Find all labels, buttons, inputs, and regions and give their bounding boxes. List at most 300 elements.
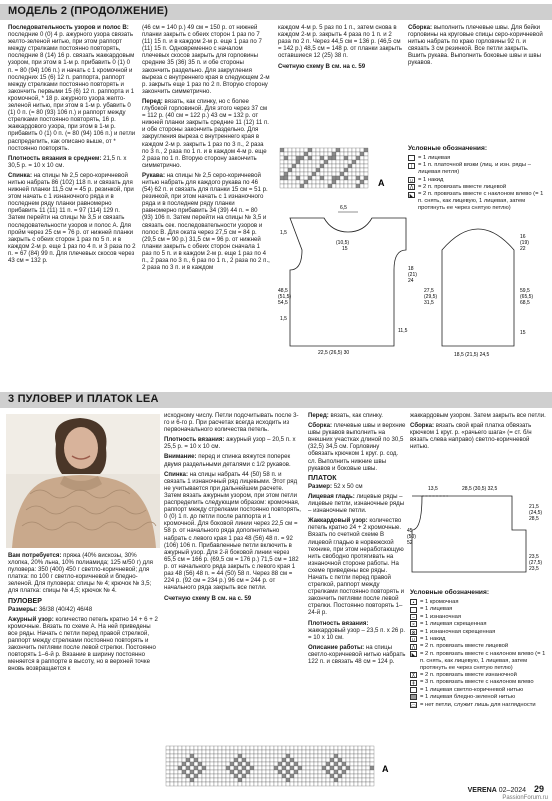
chart-cell	[186, 754, 190, 758]
chart-cell	[226, 762, 230, 766]
text-block: Плотность вязания в среднем: 21,5 п. x 30,5 р. = 10 x 10 см.	[8, 154, 127, 169]
chart-cell	[326, 746, 330, 750]
chart-cell	[222, 766, 226, 770]
chart-cell	[344, 164, 348, 168]
legend-item	[408, 162, 546, 176]
chart-cell	[336, 172, 340, 176]
chart-cell	[312, 164, 316, 168]
chart-cell	[330, 762, 334, 766]
chart-cell	[242, 758, 246, 762]
chart-cell	[218, 782, 222, 786]
chart-cell	[282, 770, 286, 774]
chart-cell	[330, 750, 334, 754]
chart-cell	[288, 148, 292, 152]
chart-cell	[356, 172, 360, 176]
chart-cell	[324, 148, 328, 152]
chart-cell	[234, 774, 238, 778]
chart-cell	[354, 754, 358, 758]
text-block: исходному числу. Петли подсчитывать после 3-го и 6-го р. При расчетах всегда исходить из первоначального количества петель.	[164, 412, 299, 434]
chart-cell	[338, 770, 342, 774]
chart-cell	[234, 750, 238, 754]
chart-cell	[300, 180, 304, 184]
legend-text: = 1 лицевая	[420, 606, 453, 613]
chart-cell	[246, 770, 250, 774]
chart-cell	[334, 754, 338, 758]
chart-cell	[202, 762, 206, 766]
chart-cell	[206, 762, 210, 766]
chart-cell	[290, 770, 294, 774]
chart-cell	[348, 156, 352, 160]
chart-cell	[214, 754, 218, 758]
chart-cell	[314, 774, 318, 778]
chart-cell	[328, 148, 332, 152]
model3-column-4	[410, 412, 546, 453]
chart-cell	[348, 148, 352, 152]
chart-cell	[242, 766, 246, 770]
text-block: Плотность вязания: ажурный узор – 20,5 п. x 25,5 р. = 10 x 10 см.	[164, 436, 296, 451]
chart-cell	[182, 774, 186, 778]
chart-cell	[344, 148, 348, 152]
chart-cell	[342, 746, 346, 750]
chart-reference: Счетную схему В см. на с. 59	[278, 63, 366, 71]
chart-cell	[194, 746, 198, 750]
chart-cell	[354, 750, 358, 754]
chart-cell	[370, 762, 374, 766]
chart-cell	[352, 168, 356, 172]
chart-cell	[330, 754, 334, 758]
chart-cell	[300, 176, 304, 180]
dim-label: 21,5	[529, 504, 539, 510]
chart-cell	[166, 754, 170, 758]
chart-cell	[296, 160, 300, 164]
chart-cell	[218, 766, 222, 770]
chart-cell	[290, 774, 294, 778]
chart-cell	[186, 782, 190, 786]
legend-title: Условные обозначения:	[410, 589, 490, 596]
chart-cell	[246, 774, 250, 778]
subsection-title: ПЛАТОК	[308, 474, 337, 482]
text-block: Сборка: плечевые швы и верхние швы рукавов выполнить на внешних участках длиной по 30,5 (32,5) 34,5 см. Горловину обвязать крючком 1 круг. р. сод. сл. Выполнить нижние швы рукавов и боковые швы.	[308, 422, 406, 472]
chart-cell	[250, 778, 254, 782]
chart-cell	[300, 172, 304, 176]
chart-cell	[258, 766, 262, 770]
chart-cell	[278, 766, 282, 770]
chart-cell	[308, 148, 312, 152]
chart-cell	[364, 160, 368, 164]
chart-cell	[218, 770, 222, 774]
chart-cell	[210, 754, 214, 758]
chart-cell	[314, 778, 318, 782]
chart-cell	[348, 184, 352, 188]
chart-cell	[258, 774, 262, 778]
chart-cell	[214, 758, 218, 762]
chart-cell	[266, 774, 270, 778]
chart-cell	[362, 778, 366, 782]
text-block: Внимание: перед и спинка вяжутся поперек двумя раздельными деталями с 1/2 рукавов.	[164, 453, 291, 468]
chart-cell	[340, 148, 344, 152]
chart-cell	[214, 750, 218, 754]
chart-cell	[300, 184, 304, 188]
text-block: Спинка: на спицы № 2,5 серо-коричневой нитью набрать 86 (102) 118 п. и связать для нижней планки 11,5 см = 45 р. резинкой, при этом начать с 1 изнаночного ряда и в последнем ряду планки равномерно прибавить 11 (11) 11 п. = 97 (114) 129 п. Затем перейти на спицы № 3,5 и связать последовательности узоров и полос А. Для пройм через 25 см = 76 р. от нижней планки закрыть с обеих сторон 1 раз по 5 п. и в каждом 2-м р. еще 1 раз по 4 п. и 3 раза по 2 п. = 67 (84) 99 п. Для плечевых скосов через 43 см = 132 р.	[8, 171, 136, 264]
chart-cell	[174, 766, 178, 770]
chart-cell	[190, 770, 194, 774]
chart-cell	[366, 762, 370, 766]
knitting-chart-b	[164, 744, 396, 788]
chart-cell	[354, 746, 358, 750]
chart-cell	[202, 758, 206, 762]
chart-cell	[362, 754, 366, 758]
chart-cell	[360, 180, 364, 184]
chart-cell	[250, 782, 254, 786]
legend-symbol-icon: ∪	[409, 177, 414, 184]
chart-cell	[238, 782, 242, 786]
chart-cell	[190, 746, 194, 750]
chart-cell	[290, 778, 294, 782]
chart-cell	[286, 762, 290, 766]
chart-cell	[348, 164, 352, 168]
chart-cell	[274, 782, 278, 786]
chart-cell	[294, 746, 298, 750]
chart-cell	[326, 762, 330, 766]
text-block: Последовательность узоров и полос В: последние 0 (0) 4 р. ажурного узора связать желто-зеленой нитью, при этом раппорт между стрелками постоянно повторять, последние 8 (14) 16 р. связать жаккардовым узором, при этом в 1-м р. прибавить 0 (1) 0 п. = 80 (94) 106 п.) и начать с 1 кромочной и последних 15 (6) 12 п. раппорта, раппорт между стрелками постоянно повторять и закончить первыми 15 (6) 12 п. раппорта и 1 кромочной, * 18 р. ажурного узора желто-зеленой нитью, при этом в 1-м р. убавить 0 (1) 0 п. (= 80 (93) 106 п.) и раппорт между стрелками постоянно повторять, 16 р. жаккардового узора, при этом в 1-м р. прибавить 0 (1) 0 п. (= 80 (94) 106 п.) и петли распределить, как описано выше, от * постоянно повторять.	[8, 24, 136, 152]
chart-cell	[182, 770, 186, 774]
chart-cell	[246, 778, 250, 782]
chart-cell	[230, 746, 234, 750]
chart-cell	[280, 168, 284, 172]
chart-cell	[202, 766, 206, 770]
legend-item	[410, 629, 546, 636]
chart-cell	[316, 156, 320, 160]
chart-cell	[338, 754, 342, 758]
chart-cell	[340, 156, 344, 160]
chart-cell	[350, 770, 354, 774]
dim-label: (50)	[407, 534, 416, 540]
chart-cell	[226, 770, 230, 774]
chart-cell	[222, 762, 226, 766]
chart-cell	[304, 160, 308, 164]
legend-symbol-icon: ⊗	[411, 629, 416, 636]
chart-cell	[238, 762, 242, 766]
chart-cell	[242, 774, 246, 778]
chart-cell	[218, 762, 222, 766]
chart-cell	[366, 758, 370, 762]
chart-cell	[280, 172, 284, 176]
chart-cell	[266, 758, 270, 762]
chart-cell	[250, 762, 254, 766]
chart-cell	[222, 770, 226, 774]
chart-cell	[336, 168, 340, 172]
chart-cell	[270, 766, 274, 770]
text-block: Лицевая гладь: лицевые ряды – лицевые петли, изнаночные ряды – изнаночные петли.	[308, 492, 405, 515]
legend-item	[410, 679, 546, 686]
chart-cell	[210, 774, 214, 778]
chart-reference: Счетную схему В см. на с. 59	[164, 595, 252, 603]
chart-cell	[206, 770, 210, 774]
chart-cell	[166, 750, 170, 754]
legend-list	[408, 155, 546, 212]
chart-cell	[170, 746, 174, 750]
dim-label: 48,5	[278, 288, 288, 294]
chart-cell	[238, 750, 242, 754]
chart-cell	[190, 766, 194, 770]
chart-cell	[182, 762, 186, 766]
chart-cell	[308, 184, 312, 188]
legend-item	[408, 177, 546, 184]
chart-cell	[316, 152, 320, 156]
chart-cell	[266, 746, 270, 750]
chart-cell	[310, 762, 314, 766]
chart-cell	[226, 778, 230, 782]
chart-cell	[218, 754, 222, 758]
chart-cell	[288, 160, 292, 164]
chart-cell	[202, 774, 206, 778]
dim-label: 6,5	[340, 205, 347, 211]
chart-cell	[274, 762, 278, 766]
chart-cell	[336, 156, 340, 160]
chart-cell	[274, 778, 278, 782]
chart-cell	[310, 754, 314, 758]
model2-column-1	[8, 24, 136, 267]
chart-cell	[304, 156, 308, 160]
chart-cell	[226, 754, 230, 758]
chart-cell	[304, 172, 308, 176]
chart-cell	[206, 754, 210, 758]
legend-symbol-icon: ⊼	[411, 673, 416, 680]
chart-cell	[306, 782, 310, 786]
chart-cell	[340, 152, 344, 156]
chart-cell	[350, 766, 354, 770]
chart-cell	[266, 754, 270, 758]
chart-cell	[310, 782, 314, 786]
chart-cell	[170, 766, 174, 770]
chart-cell	[334, 774, 338, 778]
chart-cell	[166, 774, 170, 778]
chart-cell	[250, 746, 254, 750]
model3-column-3	[308, 412, 406, 668]
chart-cell	[356, 184, 360, 188]
chart-cell	[280, 180, 284, 184]
chart-cell	[290, 766, 294, 770]
chart-cell	[328, 160, 332, 164]
chart-cell	[296, 152, 300, 156]
chart-cell	[332, 168, 336, 172]
chart-cell	[262, 750, 266, 754]
chart-cell	[316, 160, 320, 164]
chart-cell	[352, 184, 356, 188]
chart-cell	[336, 176, 340, 180]
chart-cell	[290, 782, 294, 786]
dim-label: 27,5	[424, 288, 434, 294]
chart-cell	[292, 148, 296, 152]
chart-cell	[302, 782, 306, 786]
chart-cell	[246, 758, 250, 762]
chart-cell	[324, 156, 328, 160]
chart-cell	[170, 750, 174, 754]
legend-item	[410, 651, 546, 672]
chart-cell	[312, 176, 316, 180]
chart-cell	[234, 746, 238, 750]
chart-cell	[286, 750, 290, 754]
chart-cell	[354, 770, 358, 774]
chart-cell	[348, 172, 352, 176]
chart-cell	[324, 152, 328, 156]
chart-cell	[296, 180, 300, 184]
chart-cell	[302, 778, 306, 782]
chart-cell	[226, 750, 230, 754]
chart-cell	[324, 176, 328, 180]
chart-cell	[362, 770, 366, 774]
chart-cell	[340, 172, 344, 176]
legend-symbol-icon: ◣	[411, 652, 416, 659]
chart-cell	[370, 770, 374, 774]
model3-column-2	[164, 412, 302, 605]
chart-cell	[234, 762, 238, 766]
pullover-outline	[412, 496, 526, 572]
chart-cell	[358, 754, 362, 758]
chart-cell	[262, 754, 266, 758]
chart-cell	[300, 148, 304, 152]
chart-cell	[352, 148, 356, 152]
chart-cell	[316, 172, 320, 176]
chart-cell	[254, 746, 258, 750]
chart-cell	[274, 754, 278, 758]
chart-cell	[334, 746, 338, 750]
chart-cell	[178, 758, 182, 762]
chart-cell	[246, 754, 250, 758]
legend-item	[410, 694, 546, 701]
chart-cell	[250, 750, 254, 754]
chart-cell	[324, 168, 328, 172]
chart-cell	[362, 762, 366, 766]
text-block: Сборка: выполнить плечевые швы. Для бейки горловины на круговые спицы серо-коричневой нитью набрать по краю горловины 92 п. и связать 3 см резинкой. Все петли закрыть. Вшить рукава. Выполнить боковые швы и швы рукавов.	[408, 24, 543, 67]
chart-cell	[230, 770, 234, 774]
dim-label: (51,5)	[278, 294, 292, 300]
chart-cell	[300, 152, 304, 156]
chart-cell	[296, 148, 300, 152]
chart-cell	[344, 184, 348, 188]
chart-cell	[330, 766, 334, 770]
chart-cell	[174, 778, 178, 782]
chart-cell	[326, 774, 330, 778]
chart-cell	[242, 746, 246, 750]
model-photo	[6, 414, 160, 548]
chart-cell	[242, 782, 246, 786]
chart-cell	[328, 168, 332, 172]
chart-label-a: A	[378, 178, 385, 188]
text-block: Плотность вязания: жаккардовый узор – 23,5 п. x 26 р. = 10 x 10 см.	[308, 619, 406, 641]
chart-cell	[274, 766, 278, 770]
chart-cell	[246, 782, 250, 786]
chart-cell	[222, 758, 226, 762]
chart-cell	[352, 156, 356, 160]
chart-cell	[346, 762, 350, 766]
chart-cell	[340, 180, 344, 184]
chart-cell	[346, 766, 350, 770]
chart-cell	[186, 750, 190, 754]
chart-cell	[328, 172, 332, 176]
chart-cell	[280, 164, 284, 168]
chart-cell	[214, 766, 218, 770]
chart-cell	[324, 164, 328, 168]
chart-cell	[270, 746, 274, 750]
chart-cell	[356, 168, 360, 172]
chart-cell	[322, 750, 326, 754]
chart-cell	[370, 750, 374, 754]
dim-label: 22	[520, 246, 526, 252]
subsection-title: ПУЛОВЕР	[8, 597, 42, 605]
chart-cell	[342, 774, 346, 778]
chart-cell	[182, 778, 186, 782]
chart-cell	[310, 758, 314, 762]
chart-cell	[234, 782, 238, 786]
chart-cell	[194, 766, 198, 770]
chart-cell	[310, 774, 314, 778]
chart-cell	[338, 778, 342, 782]
chart-cell	[344, 176, 348, 180]
chart-cell	[366, 770, 370, 774]
chart-cell	[198, 766, 202, 770]
chart-cell	[356, 176, 360, 180]
legend-text: = 2 п. провязать вместе лицевой	[418, 184, 507, 191]
chart-cell	[308, 152, 312, 156]
chart-cell	[344, 172, 348, 176]
chart-cell	[312, 160, 316, 164]
dim-label: (29,5)	[424, 294, 438, 300]
dim-label: 18	[408, 266, 414, 272]
chart-cell	[222, 746, 226, 750]
chart-cell	[338, 782, 342, 786]
chart-cell	[174, 754, 178, 758]
chart-cell	[284, 180, 288, 184]
chart-cell	[348, 160, 352, 164]
chart-cell	[254, 750, 258, 754]
chart-cell	[178, 778, 182, 782]
chart-cell	[366, 782, 370, 786]
chart-cell	[320, 156, 324, 160]
chart-cell	[328, 184, 332, 188]
chart-cell	[316, 148, 320, 152]
chart-cell	[294, 778, 298, 782]
chart-cell	[326, 782, 330, 786]
chart-cell	[298, 750, 302, 754]
chart-cell	[292, 160, 296, 164]
chart-cell	[318, 770, 322, 774]
chart-cell	[266, 750, 270, 754]
chart-cell	[356, 152, 360, 156]
chart-cell	[306, 762, 310, 766]
legend-text: = 2 п. провязать вместе с наклоном влево (= 1 п. снять, как лицевую, 1 лицевая, затем протянуть ее через снятую петлю)	[420, 650, 546, 671]
legend-symbol-icon: •	[410, 599, 417, 605]
chart-cell	[300, 156, 304, 160]
legend-text: = 1 накид	[418, 176, 444, 183]
chart-cell	[318, 774, 322, 778]
chart-cell	[296, 176, 300, 180]
chart-cell	[352, 152, 356, 156]
chart-cell	[210, 746, 214, 750]
chart-cell	[332, 160, 336, 164]
legend-symbol-icon: ×	[410, 621, 417, 627]
chart-cell	[284, 148, 288, 152]
chart-cell	[230, 774, 234, 778]
chart-cell	[230, 766, 234, 770]
chart-cell	[318, 782, 322, 786]
chart-cell	[190, 782, 194, 786]
chart-cell	[352, 180, 356, 184]
chart-cell	[346, 746, 350, 750]
chart-cell	[258, 746, 262, 750]
chart-cell	[214, 746, 218, 750]
chart-cell	[262, 766, 266, 770]
